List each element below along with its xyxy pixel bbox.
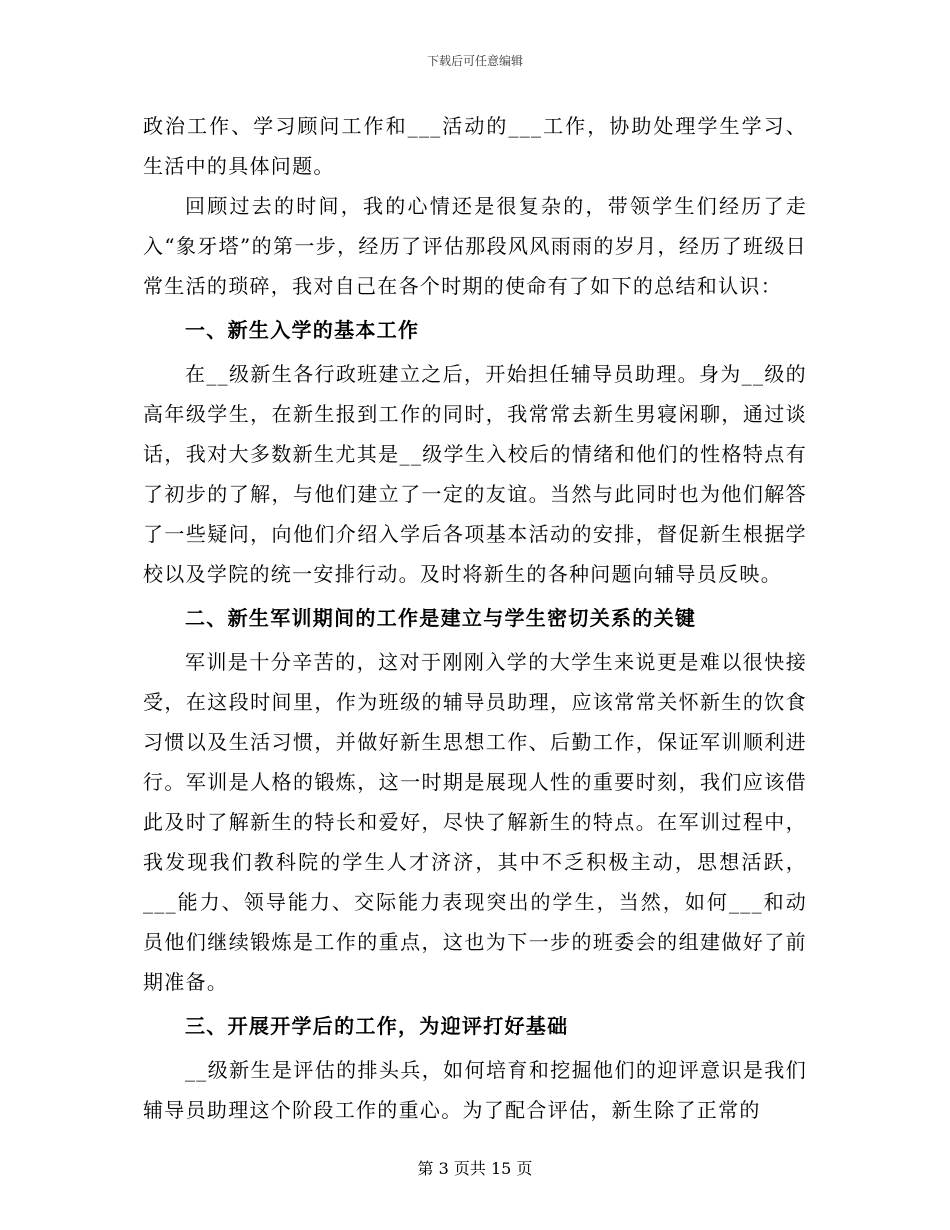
section-body-1: 在__级新生各行政班建立之后，开始担任辅导员助理。身为__级的高年级学生，在新生报到工作的同时，我常常去新生男寝闲聊，通过谈话，我对大多数新生尤其是__级学生入校后的情绪和他们的性格特点有了初步的了解，与他们建立了一定的友谊。当然与此同时也为他们解答了一些疑问，向他们介绍入学后各项基本活动的安排，督促新生根据学校以及学院的统一安排行动。及时将新生的各种问题向辅导员反映。	[143, 362, 807, 586]
section-body-3: __级新生是评估的排头兵，如何培育和挖掘他们的迎评意识是我们辅导员助理这个阶段工作的重心。为了配合评估，新生除了正常的	[143, 1058, 807, 1122]
section-heading-3: 三、开展开学后的工作，为迎评打好基础	[185, 1014, 569, 1038]
paragraph-review: 回顾过去的时间，我的心情还是很复杂的，带领学生们经历了走入“象牙塔”的第一步，经历了评估那段风风雨雨的岁月，经历了班级日常生活的琐碎，我对自己在各个时期的使命有了如下的总结和认识：	[143, 194, 807, 298]
section-heading-1: 一、新生入学的基本工作	[185, 318, 420, 342]
section-body-2: 军训是十分辛苦的，这对于刚刚入学的大学生来说更是难以很快接受，在这段时间里，作为班级的辅导员助理，应该常常关怀新生的饮食习惯以及生活习惯，并做好新生思想工作、后勤工作，保证军训顺利进行。军训是人格的锻炼，这一时期是展现人性的重要时刻，我们应该借此及时了解新生的特长和爱好，尽快了解新生的特点。在军训过程中，我发现我们教科院的学生人才济济，其中不乏积极主动，思想活跃，___能力、领导能力、交际能力表现突出的学生，当然，如何___和动员他们继续锻炼是工作的重点，这也为下一步的班委会的组建做好了前期准备。	[143, 650, 807, 994]
page-header-note: 下载后可任意编辑	[426, 54, 523, 68]
document-body	[143, 106, 807, 1130]
page-number-footer: 第 3 页共 15 页	[417, 1159, 533, 1178]
paragraph-continued: 政治工作、学习顾问工作和___活动的___工作，协助处理学生学习、生活中的具体问题。	[143, 114, 807, 178]
section-heading-2: 二、新生军训期间的工作是建立与学生密切关系的关键	[185, 606, 697, 630]
